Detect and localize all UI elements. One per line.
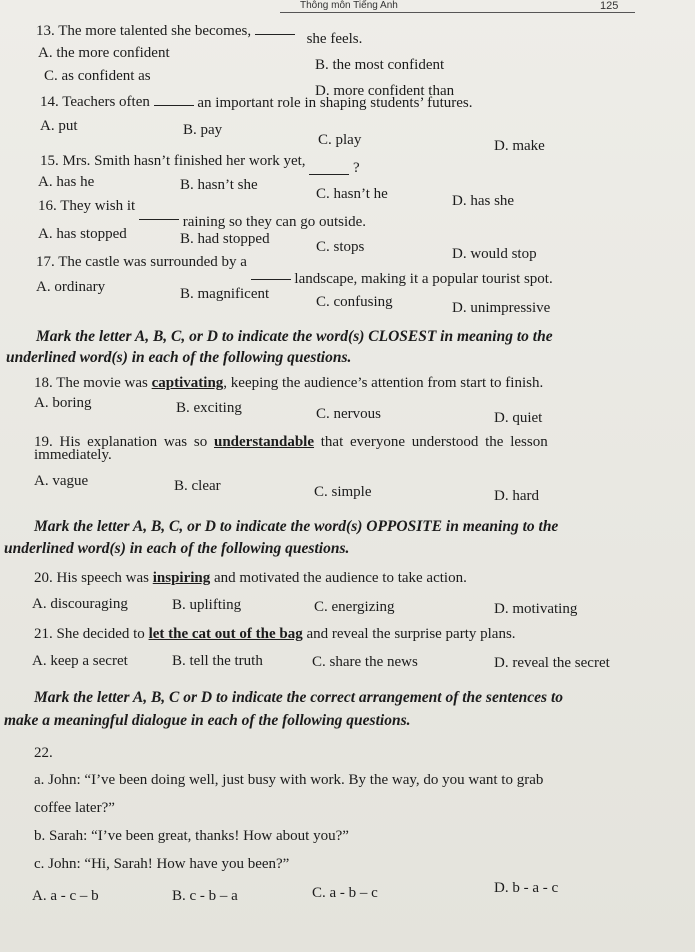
instruction-arrange-line1: Mark the letter A, B, C or D to indicate the correct arrangement of the sentences to: [34, 689, 563, 706]
q17-blank: [251, 267, 291, 280]
q14-option-d[interactable]: D. make: [494, 138, 545, 154]
q18-stem-end: , keeping the audience’s attention from start to finish.: [223, 375, 544, 391]
q17-option-c[interactable]: C. confusing: [316, 294, 393, 310]
q22-option-b[interactable]: B. c - b – a: [172, 888, 238, 904]
q15-option-c[interactable]: C. hasn’t he: [316, 186, 388, 202]
q16-stem-start: 16. They wish it: [38, 198, 136, 214]
q18-option-a[interactable]: A. boring: [34, 395, 92, 411]
q21-stem: [34, 625, 516, 643]
q16-stem-end: raining so they can go outside.: [182, 214, 367, 230]
header-subject: Thông môn Tiếng Anh: [300, 0, 398, 11]
q19-underlined-word: understandable: [213, 434, 315, 450]
q18-option-b[interactable]: B. exciting: [176, 400, 242, 416]
q16-blank: [139, 207, 179, 220]
q19-option-b[interactable]: B. clear: [174, 478, 221, 494]
q16-option-a[interactable]: A. has stopped: [38, 226, 127, 242]
instruction-arrange-line2: make a meaningful dialogue in each of the following questions.: [4, 712, 411, 729]
q22-option-d[interactable]: D. b - a - c: [494, 880, 559, 896]
q21-underlined-phrase: let the cat out of the bag: [148, 626, 303, 642]
q21-option-c[interactable]: C. share the news: [312, 654, 418, 670]
q21-stem-start: 21. She decided to: [34, 626, 145, 642]
q13-stem-end: she feels.: [306, 31, 363, 47]
q17-option-d[interactable]: D. unimpressive: [452, 300, 551, 316]
q15-stem-end: ?: [353, 160, 360, 176]
q19-option-d[interactable]: D. hard: [494, 488, 539, 504]
q16-option-b[interactable]: B. had stopped: [180, 231, 270, 247]
q16-option-d[interactable]: D. would stop: [452, 246, 537, 262]
q14-stem-start: 14. Teachers often: [40, 94, 150, 110]
q22-option-c[interactable]: C. a - b – c: [312, 885, 378, 901]
q15-option-d[interactable]: D. has she: [452, 193, 515, 209]
q17-option-a[interactable]: A. ordinary: [36, 279, 106, 295]
q20-stem: [34, 569, 467, 587]
q22-number: 22.: [34, 745, 53, 761]
q14-blank: [154, 93, 194, 106]
q20-underlined-word: inspiring: [152, 570, 211, 586]
q14-stem-end: an important role in shaping students’ futures.: [197, 95, 473, 111]
q21-stem-end: and reveal the surprise party plans.: [306, 626, 516, 642]
q13-option-b[interactable]: B. the most confident: [315, 57, 445, 73]
q17-option-b[interactable]: B. magnificent: [180, 286, 270, 302]
q13-option-a[interactable]: A. the more confident: [38, 45, 170, 61]
q21-option-d[interactable]: D. reveal the secret: [494, 655, 610, 671]
q13-stem: [36, 22, 363, 47]
instruction-closest-line2: underlined word(s) in each of the following questions.: [6, 349, 352, 366]
instruction-opposite-line2: underlined word(s) in each of the following questions.: [4, 540, 350, 557]
q13-blank: [255, 22, 295, 35]
q18-underlined-word: captivating: [151, 375, 224, 391]
q15-option-b[interactable]: B. hasn’t she: [180, 177, 258, 193]
q22-sentence-a-line1: a. John: “I’ve been doing well, just busy with work. By the way, do you want to grab: [34, 772, 544, 788]
page-number: 125: [600, 0, 619, 12]
q15-blank: [309, 162, 349, 175]
q20-stem-end: and motivated the audience to take action.: [214, 570, 467, 586]
q15-stem: [40, 152, 360, 176]
q21-option-b[interactable]: B. tell the truth: [172, 653, 263, 669]
q19-stem-start: 19. His explanation was so: [34, 434, 208, 450]
q22-sentence-b: b. Sarah: “I’ve been great, thanks! How about you?”: [34, 828, 349, 844]
q16-option-c[interactable]: C. stops: [316, 239, 365, 255]
q19-stem-line2: immediately.: [34, 447, 112, 463]
q14-option-c[interactable]: C. play: [318, 132, 362, 148]
q14-option-b[interactable]: B. pay: [183, 122, 223, 138]
q17-stem-start: 17. The castle was surrounded by a: [36, 254, 247, 270]
q13-stem-start: 13. The more talented she becomes,: [36, 23, 252, 39]
q18-option-d[interactable]: D. quiet: [494, 410, 543, 426]
q13-option-d[interactable]: D. more confident than: [315, 83, 455, 99]
q18-stem: [34, 374, 543, 392]
header-rule: [280, 12, 635, 13]
page-header: [0, 0, 695, 14]
q20-option-c[interactable]: C. energizing: [314, 599, 395, 615]
q14-stem: [40, 93, 472, 111]
q15-option-a[interactable]: A. has he: [38, 174, 95, 190]
q21-option-a[interactable]: A. keep a secret: [32, 653, 128, 669]
q14-option-a[interactable]: A. put: [40, 118, 78, 134]
q19-option-a[interactable]: A. vague: [34, 473, 89, 489]
q19-stem-end: that everyone understood the lesson: [320, 434, 548, 450]
instruction-closest-line1: Mark the letter A, B, C, or D to indicate the word(s) CLOSEST in meaning to the: [36, 328, 553, 345]
q19-option-c[interactable]: C. simple: [314, 484, 372, 500]
q17-stem-end: landscape, making it a popular tourist spot.: [294, 271, 553, 287]
q18-option-c[interactable]: C. nervous: [316, 406, 381, 422]
q20-option-b[interactable]: B. uplifting: [172, 597, 242, 613]
q22-sentence-c: c. John: “Hi, Sarah! How have you been?”: [34, 856, 290, 872]
q20-option-d[interactable]: D. motivating: [494, 601, 578, 617]
q22-sentence-a-line2: coffee later?”: [34, 800, 115, 816]
instruction-opposite-line1: Mark the letter A, B, C, or D to indicate the word(s) OPPOSITE in meaning to the: [34, 518, 559, 535]
q20-option-a[interactable]: A. discouraging: [32, 596, 128, 612]
q22-option-a[interactable]: A. a - c – b: [32, 888, 99, 904]
q18-stem-start: 18. The movie was: [34, 375, 148, 391]
q16-stem: [38, 197, 367, 230]
q15-stem-start: 15. Mrs. Smith hasn’t finished her work yet,: [40, 153, 306, 169]
q13-option-c[interactable]: C. as confident as: [44, 68, 151, 84]
q20-stem-start: 20. His speech was: [34, 570, 149, 586]
